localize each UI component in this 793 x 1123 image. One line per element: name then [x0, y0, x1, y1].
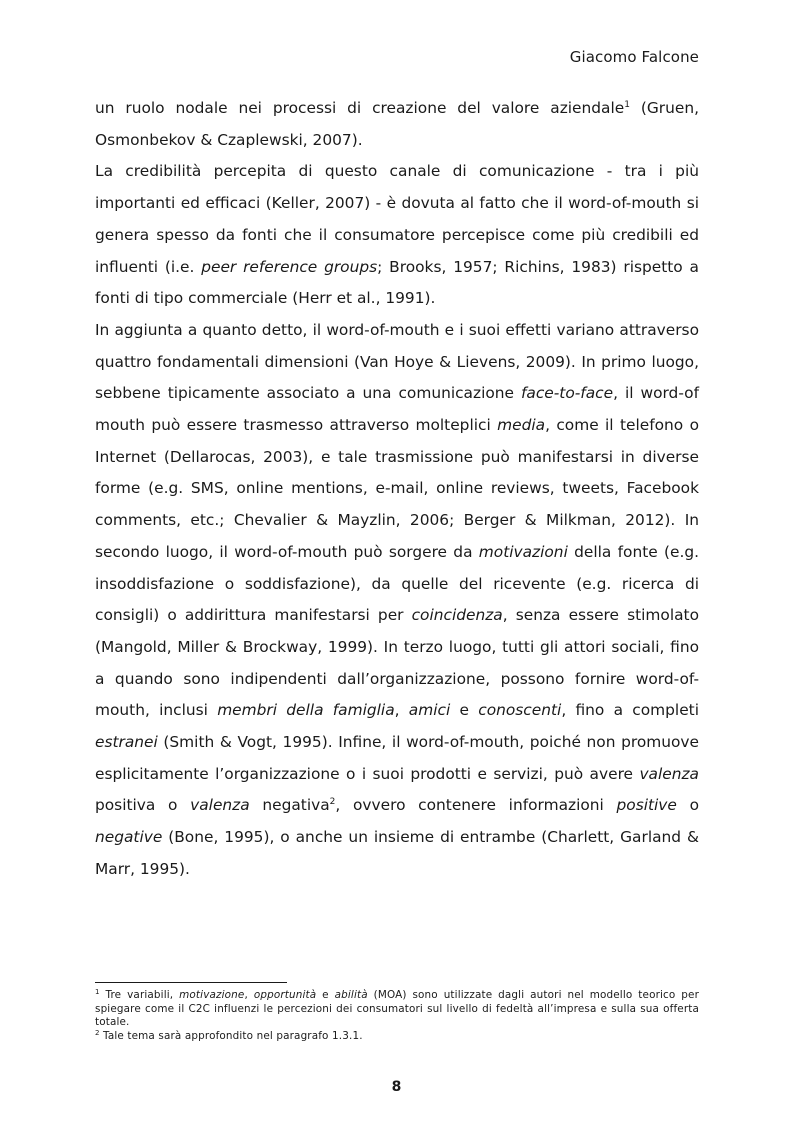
body-text — [95, 93, 699, 886]
page-number: 8 — [391, 1079, 402, 1095]
footnote-ref-2[interactable]: 2 — [329, 797, 336, 808]
footnote-1: $^1$ Tre variabili, motivazione, opportunità e abilità (MOA) sono utilizzate dagli autori nel modello teorico per spiegare come il C2C influenzi le percezioni dei consumatori sul livello di fedeltà all’impresa e sulla sua offerta totale. — [95, 988, 700, 1028]
footnote-2: $^2$ Tale tema sarà approfondito nel paragrafo 1.3.1. — [95, 1028, 363, 1042]
footnote-2-number: 2 — [95, 1028, 100, 1037]
paragraph-1: un ruolo nodale nei processi di creazione del valore aziendale$^1$ (Gruen, Osmonbekov & Czaplewski, 2007). — [95, 99, 699, 149]
footnote-ref-1[interactable]: 1 — [624, 100, 630, 110]
running-header: Giacomo Falcone — [569, 48, 699, 66]
footnotes — [95, 989, 699, 1043]
footnote-1-number: 1 — [95, 988, 100, 996]
footnote-divider — [95, 982, 287, 983]
paragraph-3: In aggiunta a quanto detto, il word-of-mouth e i suoi effetti variano attraverso quattro fondamentali dimensioni (Van Hoye & Lievens, 2009). In primo luogo, sebbene tipicamente associato a una comunicazione face-to-face, il word-of mouth può essere trasmesso attraverso molteplici media, come il telefono o Internet (Dellarocas, 2003), e tale trasmissione può manifestarsi in diverse forme (e.g. SMS, online mentions, e-mail, online reviews, tweets, Facebook comments, etc.; Chevalier & Mayzlin, 2006; Berger & Milkman, 2012). In secondo luogo, il word-of-mouth può sorgere da motivazioni della fonte (e.g. insoddisfazione o soddisfazione), da quelle del ricevente (e.g. ricerca di consigli) o addirittura manifestarsi per coincidenza, senza essere stimolato (Mangold, Miller & Brockway, 1999). In terzo luogo, tutti gli attori sociali, fino a quando sono indipendenti dall’organizzazione, possono fornire word-of-mouth, inclusi membri della famiglia, amici e conoscenti, fino a completi estranei (Smith & Vogt, 1995). Infine, il word-of-mouth, poiché non promuove esplicitamente l’organizzazione o i suoi prodotti e servizi, può avere valenza positiva o valenza negativa$^2$, ovvero contenere informazioni positive o negative (Bone, 1995), o anche un insieme di entrambe (Charlett, Garland & Marr, 1995). — [95, 320, 700, 878]
paragraph-2: La credibilità percepita di questo canale di comunicazione - tra i più importanti ed efficaci (Keller, 2007) - è dovuta al fatto che il word-of-mouth si genera spesso da fonti che il consumatore percepisce come più credibili ed influenti (i.e. peer reference groups; Brooks, 1957; Richins, 1983) rispetto a fonti di tipo commerciale (Herr et al., 1991). — [95, 162, 699, 308]
